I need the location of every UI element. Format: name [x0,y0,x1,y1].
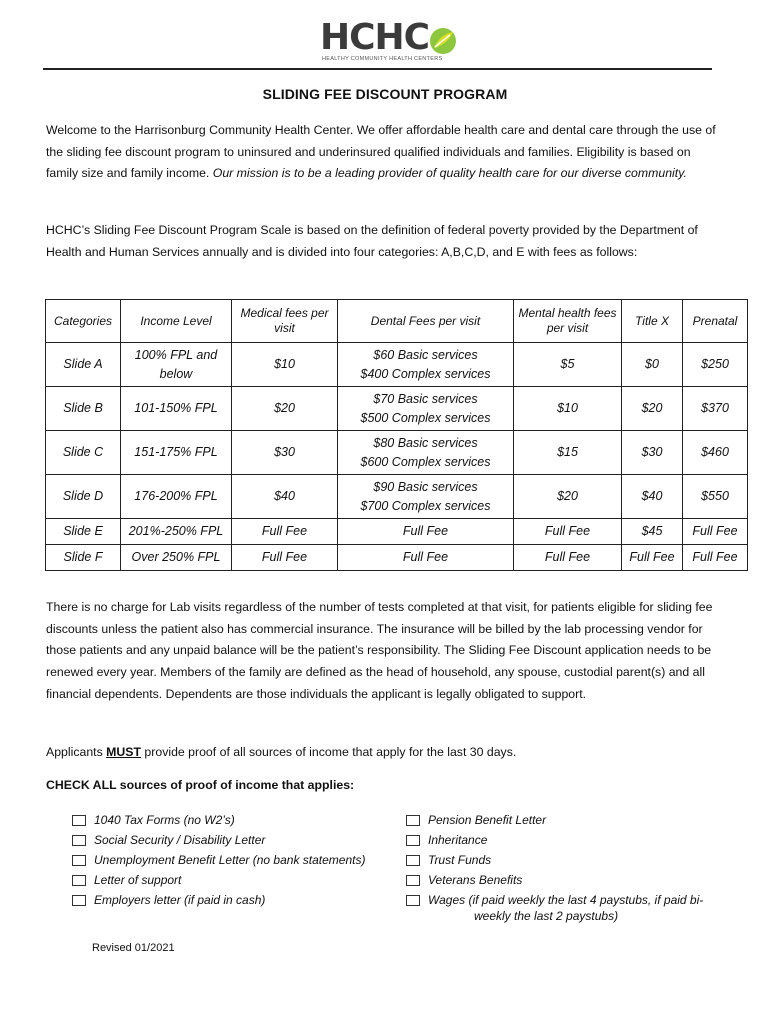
header-title-x: Title X [622,300,683,343]
dental-complex: $500 Complex services [360,410,491,425]
applicants-before: Applicants [46,745,107,759]
cell-prenatal: Full Fee [683,545,748,571]
cell-title-x: $30 [622,431,683,475]
checklist-left-column [72,812,402,912]
header-categories: Categories [46,300,121,343]
checkbox[interactable] [406,835,420,846]
cell-mental: $5 [514,343,622,387]
logo-tagline: HEALTHY COMMUNITY HEALTH CENTERS [322,56,443,62]
checkbox[interactable] [406,895,420,906]
checkbox[interactable] [72,815,86,826]
checklist-heading: CHECK ALL sources of proof of income that applies: [46,778,355,792]
dental-complex: $400 Complex services [360,366,491,381]
dental-complex: $600 Complex services [360,454,491,469]
cell-category: Slide F [46,545,121,571]
dental-basic: $60 Basic services [373,347,478,362]
page-title: SLIDING FEE DISCOUNT PROGRAM [262,86,508,102]
cell-category: Slide E [46,519,121,545]
checkbox-label: Inheritance [428,833,488,847]
cell-dental [338,475,514,519]
header-income-level: Income Level [121,300,232,343]
checkbox[interactable] [72,855,86,866]
table-row [46,343,748,387]
cell-income: 151-175% FPL [121,431,232,475]
checklist-right-column [406,812,736,926]
dental-basic: $70 Basic services [373,391,478,406]
checkbox[interactable] [72,835,86,846]
checklist-item[interactable] [72,832,402,852]
checkbox-label: Veterans Benefits [428,873,523,887]
fee-table [45,299,748,571]
cell-medical: $30 [232,431,338,475]
logo-text: HCHC [320,17,430,58]
checkbox-label: Pension Benefit Letter [428,813,547,827]
checkbox[interactable] [72,895,86,906]
cell-medical: Full Fee [232,545,338,571]
fee-table-header-row [46,300,748,343]
applicants-after: provide proof of all sources of income that apply for the last 30 days. [141,745,517,759]
cell-prenatal: $250 [683,343,748,387]
cell-income: 176-200% FPL [121,475,232,519]
cell-dental: Full Fee [338,519,514,545]
checkbox[interactable] [72,875,86,886]
checkbox-label: Letter of support [94,873,182,887]
table-row [46,519,748,545]
cell-medical: $40 [232,475,338,519]
cell-prenatal: $370 [683,387,748,431]
cell-medical: $20 [232,387,338,431]
checkbox[interactable] [406,855,420,866]
cell-title-x: $40 [622,475,683,519]
header-dental-fees: Dental Fees per visit [338,300,514,343]
cell-dental [338,431,514,475]
lab-visits-paragraph: There is no charge for Lab visits regardless of the number of tests completed at that visit, for patients eligible for sliding fee discounts unless the patient also has commercial insurance. The insurance will be billed by the lab processing vendor for those patients and any unpaid balance will be the patient’s responsibility. The Sliding Fee Discount application needs to be renewed every year. Members of the family are defined as the head of household, any spouse, custodial parent(s) and all financial dependents. Dependents are those individuals the applicant is legally obligated to support. [46,600,713,701]
cell-title-x: $45 [622,519,683,545]
cell-medical: Full Fee [232,519,338,545]
intro-text: Welcome to the Harrisonburg Community Health Center. We offer affordable health care and dental care through the use of the sliding fee discount program to uninsured and underinsured qualified individuals and families. Eligibility is based on family size and family income. [46,123,716,181]
scale-paragraph: HCHC’s Sliding Fee Discount Program Scale is based on the definition of federal poverty provided by the Department of Health and Human Services annually and is divided into four categories: A,B,C,D, and E with fees as follows: [46,223,698,259]
cell-dental [338,387,514,431]
checklist-item[interactable] [72,892,402,912]
table-row [46,475,748,519]
checkbox[interactable] [406,815,420,826]
cell-prenatal: $550 [683,475,748,519]
checklist-item[interactable] [72,852,402,872]
checklist-item-wages[interactable] [406,892,736,926]
checkbox-label: Employers letter (if paid in cash) [94,893,266,907]
checklist-item[interactable] [406,832,736,852]
cell-prenatal: $460 [683,431,748,475]
wages-line-2: weekly the last 2 paystubs) [474,909,619,923]
checklist-item[interactable] [72,812,402,832]
intro-paragraph [46,120,726,185]
cell-dental [338,343,514,387]
cell-mental: $15 [514,431,622,475]
cell-dental: Full Fee [338,545,514,571]
table-row [46,431,748,475]
cell-category: Slide D [46,475,121,519]
dental-complex: $700 Complex services [360,498,491,513]
checklist-item[interactable] [406,852,736,872]
cell-title-x: $0 [622,343,683,387]
must-emphasis: MUST [106,745,141,759]
checkbox-label: Trust Funds [428,853,492,867]
cell-medical: $10 [232,343,338,387]
checkbox-label: Unemployment Benefit Letter (no bank statements) [94,853,366,867]
applicants-paragraph [46,742,726,764]
table-row [46,545,748,571]
header-prenatal: Prenatal [683,300,748,343]
wages-line-1: Wages (if paid weekly the last 4 paystubs, if paid bi- [428,893,704,907]
checkbox-label: 1040 Tax Forms (no W2’s) [94,813,235,827]
checklist-item[interactable] [72,872,402,892]
header-medical-fees: Medical fees per visit [232,300,338,343]
cell-mental: Full Fee [514,545,622,571]
cell-mental: Full Fee [514,519,622,545]
cell-mental: $10 [514,387,622,431]
cell-income: Over 250% FPL [121,545,232,571]
leaf-icon [428,26,458,56]
checkbox-label [428,892,703,924]
cell-mental: $20 [514,475,622,519]
cell-title-x: $20 [622,387,683,431]
cell-prenatal: Full Fee [683,519,748,545]
checklist-item[interactable] [406,872,736,892]
header-mental-health-fees: Mental health fees per visit [514,300,622,343]
cell-category: Slide B [46,387,121,431]
cell-income: 201%-250% FPL [121,519,232,545]
dental-basic: $80 Basic services [373,435,478,450]
dental-basic: $90 Basic services [373,479,478,494]
revised-date: Revised 01/2021 [92,942,175,954]
checkbox[interactable] [406,875,420,886]
checkbox-label: Social Security / Disability Letter [94,833,266,847]
cell-category: Slide C [46,431,121,475]
hchc-logo [318,17,478,66]
mission-statement: Our mission is to be a leading provider of quality health care for our diverse community. [212,166,687,181]
cell-income: 100% FPL and below [121,343,232,387]
checklist-item[interactable] [406,812,736,832]
cell-income: 101-150% FPL [121,387,232,431]
cell-title-x: Full Fee [622,545,683,571]
table-row [46,387,748,431]
header-divider [43,68,712,70]
cell-category: Slide A [46,343,121,387]
